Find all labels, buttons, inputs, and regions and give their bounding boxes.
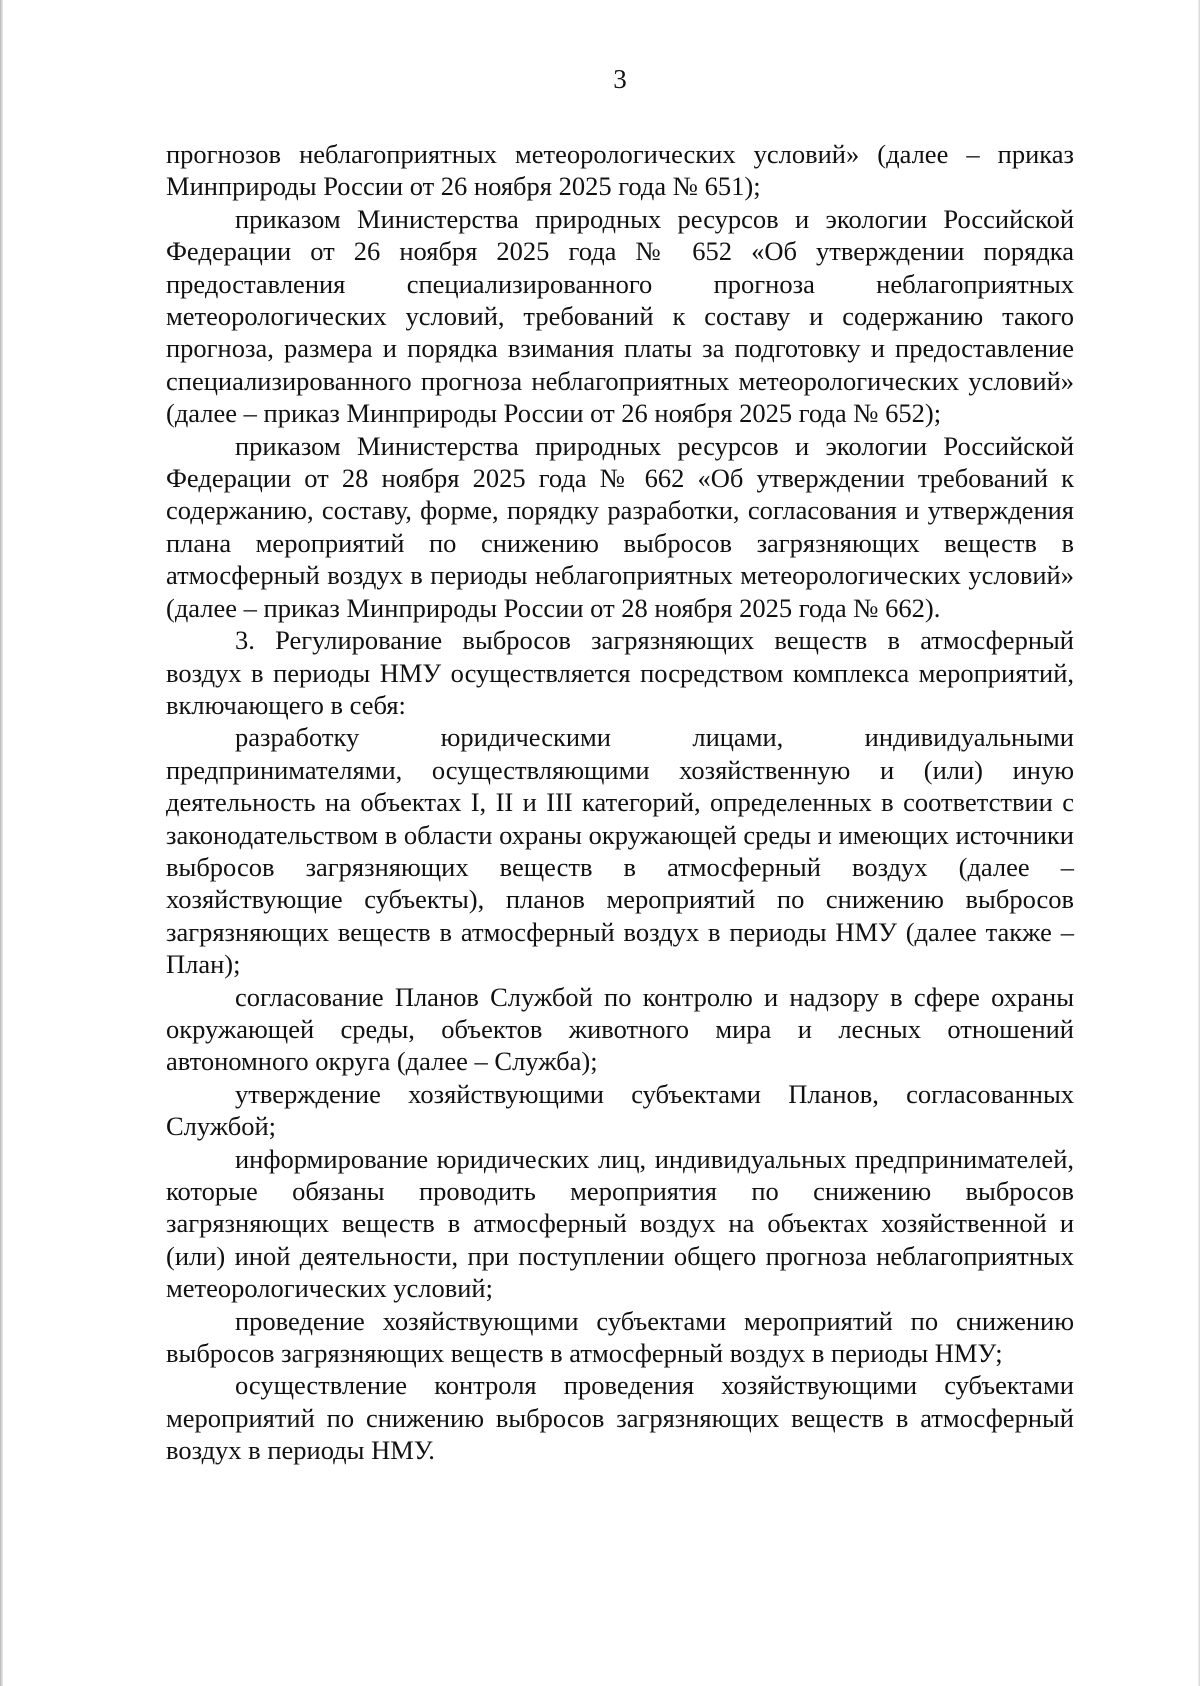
paragraph-10: осуществление контроля проведения хозяйствующими субъектами мероприятий по снижению выбросов загрязняющих веществ в атмосферный воздух в периоды НМУ. bbox=[166, 1370, 1074, 1466]
paragraph-9: проведение хозяйствующими субъектами мероприятий по снижению выбросов загрязняющих веществ в атмосферный воздух в периоды НМУ; bbox=[166, 1305, 1074, 1369]
paragraph-4: 3. Регулирование выбросов загрязняющих веществ в атмосферный воздух в периоды НМУ осуществляется посредством комплекса мероприятий, включающего в себя: bbox=[166, 625, 1074, 720]
paragraph-3: приказом Министерства природных ресурсов и экологии Российской Федерации от 28 ноября 2025 года № 662 «Об утверждении требований к содержанию, составу, форме, порядку разработки, согласования и утверждения плана мероприятий по снижению выбросов загрязняющих веществ в атмосферный воздух в периоды неблагоприятных метеорологических условий» (далее – приказ Минприроды России от 28 ноября 2025 года № 662). bbox=[166, 430, 1074, 623]
document-body bbox=[166, 138, 1074, 1467]
scan-edge-left bbox=[0, 0, 3, 1686]
paragraph-5: разработку юридическими лицами, индивидуальными предпринимателями, осуществляющими хозяйственную и (или) иную деятельность на объектах I, II и III категорий, определенных в соответствии с законодательством в области охраны окружающей среды и имеющих источники выбросов загрязняющих веществ в атмосферный воздух (далее – хозяйствующие субъекты), планов мероприятий по снижению выбросов загрязняющих веществ в атмосферный воздух в периоды НМУ (далее также – План); bbox=[166, 722, 1074, 980]
paragraph-1: прогнозов неблагоприятных метеорологических условий» (далее – приказ Минприроды России от 26 ноября 2025 года № 651); bbox=[166, 139, 1074, 202]
paragraph-8: информирование юридических лиц, индивидуальных предпринимателей, которые обязаны проводить мероприятия по снижению выбросов загрязняющих веществ в атмосферный воздух на объектах хозяйственной и (или) иной деятельности, при поступлении общего прогноза неблагоприятных метеорологических условий; bbox=[166, 1143, 1074, 1304]
paragraph-2: приказом Министерства природных ресурсов и экологии Российской Федерации от 26 ноября 2025 года № 652 «Об утверждении порядка предоставления специализированного прогноза неблагоприятных метеорологических условий, требований к составу и содержанию такого прогноза, размера и порядка взимания платы за подготовку и предоставление специализированного прогноза неблагоприятных метеорологических условий» (далее – приказ Минприроды России от 26 ноября 2025 года № 652); bbox=[166, 203, 1074, 429]
paragraph-7: утверждение хозяйствующими субъектами Планов, согласованных Службой; bbox=[166, 1078, 1074, 1142]
page-number: 3 bbox=[613, 64, 627, 94]
paragraph-6: согласование Планов Службой по контролю и надзору в сфере охраны окружающей среды, объектов животного мира и лесных отношений автономного округа (далее – Служба); bbox=[166, 981, 1074, 1077]
